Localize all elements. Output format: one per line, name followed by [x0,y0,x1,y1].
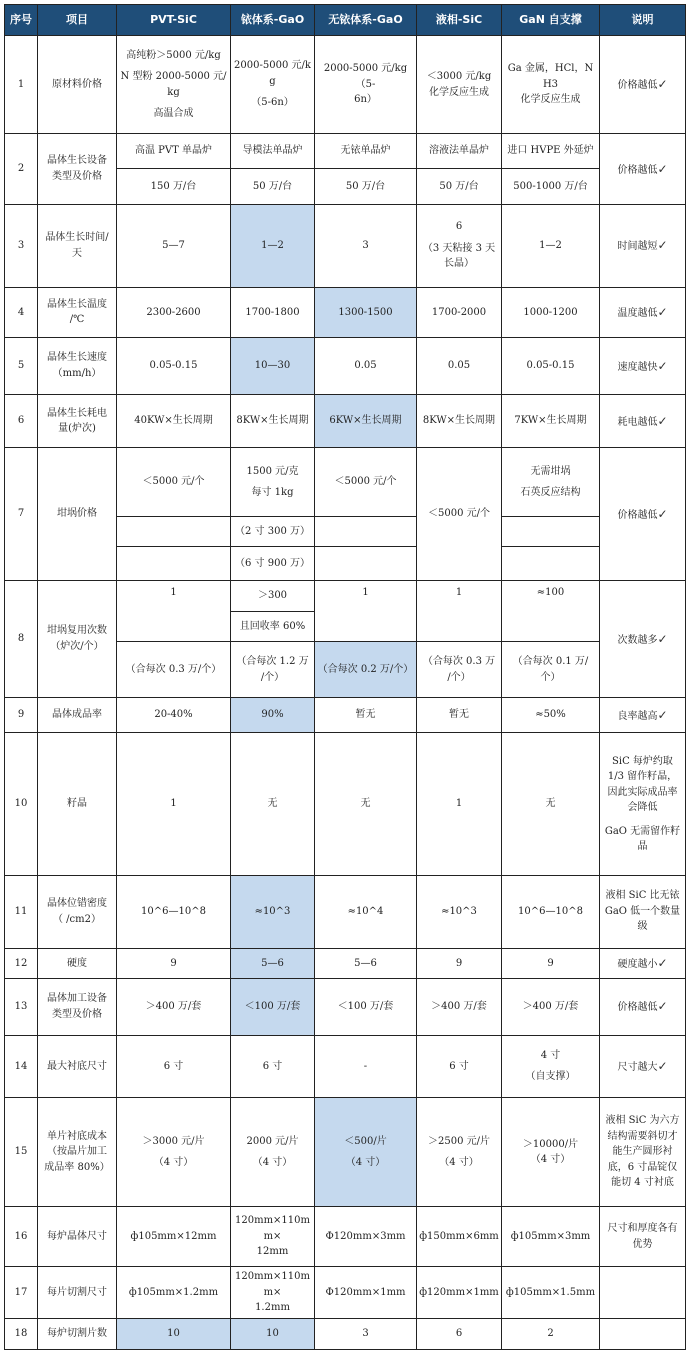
cell-line: （3 天粘接 3 天 [422,242,496,254]
cell-line: 单片衬底成本 [47,1130,107,1142]
cell-line: （mm/h） [52,367,102,379]
cell-ir [231,36,315,134]
cell-pvt: 10^6—10^8 [117,875,231,948]
cell-line: ＞10000/片 [522,1138,579,1150]
cell-liq: 9 [417,948,502,978]
cell-gan [502,448,600,517]
cell-line: （4 寸） [345,1157,386,1169]
cell-noir: 6KW×生长周期 [315,394,417,448]
cell-liq [417,36,502,134]
cell-ir: 且回收率 60% [231,612,315,642]
cell-liq: ф120mm×1mm [417,1266,502,1319]
row-item [38,134,117,205]
cell-note [600,1266,686,1319]
note-text: 价格越低 [617,80,658,92]
cell-pvt: 150 万/台 [117,169,231,204]
cell-line: 1.2mm [255,1302,290,1314]
note-text: 耗电越低 [617,416,658,428]
cell-line: （自支撑） [525,1071,576,1083]
note-line: 因此实际成品率 [607,786,678,798]
cell-liq: 溶液法单晶炉 [417,134,502,169]
cell-line: 12mm [256,1246,289,1258]
cell-ir: ＞300 [231,580,315,611]
cell-gan [502,1035,600,1098]
table-row [5,287,686,338]
cell-line: 120mm×110mm× [235,1215,310,1242]
cell-line: （4 寸） [439,1157,479,1169]
cell-line: /个） [447,671,471,683]
cell-ir: 50 万/台 [231,169,315,204]
row-item [38,338,117,395]
cell-line: 量(炉次) [58,423,96,435]
note-text: 温度越低 [617,308,658,320]
header-gan: GaN 自支撑 [502,5,600,36]
note-line: 液相 SiC 为六方 [605,1115,680,1127]
cell-gan: 500-1000 万/台 [502,169,600,204]
cell-line: 每寸 1kg [251,487,294,499]
row-index: 10 [5,733,38,876]
row-index: 17 [5,1266,38,1319]
cell-line: （按晶片加工 [47,1146,107,1158]
cell-gan: 7KW×生长周期 [502,394,600,448]
row-item: 每炉切割片数 [38,1319,117,1350]
cell-line: 高温合成 [153,108,194,120]
cell-line: 晶体生长设备 [47,155,107,167]
cell-line: 类型及价格 [52,1008,102,1020]
cell-note [600,287,686,338]
cell-gan [502,517,600,547]
row-index: 8 [5,580,38,697]
table-row [5,733,686,876]
cell-pvt [117,36,231,134]
cell-noir: ≈10^4 [315,875,417,948]
cell-note [600,580,686,697]
cell-noir: 暂无 [315,697,417,732]
cell-noir [315,36,417,134]
cell-pvt: 5—7 [117,204,231,287]
cell-line: 2000 元/片 [246,1135,299,1147]
table-row [5,978,686,1035]
cell-line: 晶体位错密度 [47,898,107,910]
cell-line: （合每次 1.2 万 [236,656,309,668]
cell-line: 化学反应生成 [429,86,489,98]
cell-line: （5-6n） [251,97,294,109]
row-index: 5 [5,338,38,395]
cell-noir: 50 万/台 [315,169,417,204]
row-index: 2 [5,134,38,205]
cell-liq: ＞400 万/套 [417,978,502,1035]
header-note: 说明 [600,5,686,36]
cell-note [600,978,686,1035]
cell-ir: 10—30 [231,338,315,395]
cell-note [600,36,686,134]
cell-ir: 无 [231,733,315,876]
cell-line: /个） [260,671,285,683]
note-text: 价格越低 [617,1002,658,1014]
cell-line: （4 寸） [153,1157,194,1169]
row-item: 坩埚价格 [38,448,117,580]
row-index: 1 [5,36,38,134]
cell-gan: ф105mm×1.5mm [502,1266,600,1319]
cell-gan: ф105mm×3mm [502,1207,600,1267]
check-icon: ✓ [657,161,668,176]
cell-line: （4 寸） [530,1154,571,1166]
cell-note [600,1207,686,1267]
cell-liq: 暂无 [417,697,502,732]
cell-noir: （合每次 0.2 万/个） [315,642,417,698]
table-row [5,875,686,948]
cell-note [600,448,686,580]
note-line: GaO 低一个数量 [604,905,681,917]
cell-pvt: 高温 PVT 单晶炉 [117,134,231,169]
cell-pvt: ф105mm×12mm [117,1207,231,1267]
cell-liq: 6 [417,1319,502,1350]
cell-line: 类型及价格 [52,170,102,182]
note-text: 价格越低 [617,164,658,176]
row-item [38,204,117,287]
table-row [5,697,686,732]
cell-ir: 90% [231,697,315,732]
note-line: 液相 SiC 比无铱 [605,890,680,902]
cell-gan: 无 [502,733,600,876]
row-index: 15 [5,1098,38,1207]
check-icon: ✓ [657,631,668,646]
table-row [5,134,686,169]
cell-ir: 导模法单晶炉 [231,134,315,169]
row-item: 籽晶 [38,733,117,876]
row-item: 晶体成品率 [38,697,117,732]
table-row [5,1266,686,1319]
note-line: 能生产圆形衬 [612,1146,673,1158]
header-index: 序号 [5,5,38,36]
cell-line: 高纯粉＞5000 元/kg [126,49,221,61]
row-index: 12 [5,948,38,978]
cell-note [600,1035,686,1098]
cell-pvt: 40KW×生长周期 [117,394,231,448]
header-no-ir-gao: 无铱体系-GaO [315,5,417,36]
cell-note [600,134,686,205]
cell-noir: - [315,1035,417,1098]
cell-line: ＜3000 元/kg [426,71,492,83]
cell-gan [502,547,600,580]
cell-pvt: 2300-2600 [117,287,231,338]
row-item [38,875,117,948]
cell-liq: ф150mm×6mm [417,1207,502,1267]
cell-gan: ≈50% [502,697,600,732]
cell-pvt: 10 [117,1319,231,1350]
cell-pvt [117,547,231,580]
cell-note [600,733,686,876]
row-index: 16 [5,1207,38,1267]
cell-note [600,1319,686,1350]
cell-liq: 50 万/台 [417,169,502,204]
header-liquid-sic: 液相-SiC [417,5,502,36]
table-row [5,948,686,978]
header-pvt-sic: PVT-SiC [117,5,231,36]
note-line: 底，6 寸晶锭仅 [607,1161,678,1173]
check-icon: ✓ [657,506,668,521]
cell-gan: 0.05-0.15 [502,338,600,395]
cell-line: 120mm×110mm× [235,1271,310,1298]
cell-line: 天 [72,247,82,259]
cell-noir: ＜5000 元/个 [315,448,417,517]
note-line: 尺寸和厚度各有 [607,1223,678,1235]
row-item: 每片切割尺寸 [38,1266,117,1319]
note-text: 硬度越小 [617,958,658,970]
cell-noir: 5—6 [315,948,417,978]
table-row [5,204,686,287]
cell-pvt: 1 [117,733,231,876]
cell-ir: 5—6 [231,948,315,978]
note-text: 价格越低 [617,509,658,521]
table-row [5,1098,686,1207]
row-index: 9 [5,697,38,732]
cell-noir [315,547,417,580]
cell-noir: 无铱单晶炉 [315,134,417,169]
cell-ir [231,448,315,517]
cell-ir: 6 寸 [231,1035,315,1098]
row-item: 原材料价格 [38,36,117,134]
comparison-table [4,4,686,1350]
cell-line: 坩埚复用次数 [47,625,107,637]
cell-pvt: 6 寸 [117,1035,231,1098]
cell-note [600,948,686,978]
cell-noir [315,517,417,547]
cell-liq: 1700-2000 [417,287,502,338]
cell-note [600,338,686,395]
cell-line: （ /cm2） [53,913,101,925]
row-item [38,580,117,697]
cell-liq: 0.05 [417,338,502,395]
row-item [38,394,117,448]
table-row [5,1319,686,1350]
check-icon: ✓ [657,77,668,92]
cell-noir: 无 [315,733,417,876]
cell-line: ＞3000 元/片 [142,1135,205,1147]
cell-line: Ga 金属，HCl，NH3 [507,63,594,90]
cell-liq: 1 [417,733,502,876]
cell-line: 2000-5000 元/kg [234,60,311,87]
cell-noir: ＜100 万/套 [315,978,417,1035]
cell-line: 无需坩埚 [530,465,571,477]
cell-line: 4 寸 [540,1049,561,1061]
cell-line: 6n） [354,94,377,106]
cell-noir [315,1098,417,1207]
cell-noir: 0.05 [315,338,417,395]
check-icon: ✓ [657,238,668,253]
cell-pvt: ф105mm×1.2mm [117,1266,231,1319]
cell-line: /℃ [69,314,85,326]
cell-line: 长晶） [444,258,474,270]
cell-ir: 1700-1800 [231,287,315,338]
row-item: 硬度 [38,948,117,978]
note-line: 能切 4 寸衬底 [611,1177,674,1189]
note-line: 优势 [632,1238,653,1250]
cell-noir: 3 [315,204,417,287]
row-index: 13 [5,978,38,1035]
row-index: 11 [5,875,38,948]
cell-gan [502,642,600,698]
row-item: 最大衬底尺寸 [38,1035,117,1098]
cell-gan: 10^6—10^8 [502,875,600,948]
cell-line: 6 [455,221,463,233]
table-row [5,1207,686,1267]
note-line: 结构需要斜切才 [607,1130,678,1142]
cell-gan [502,1098,600,1207]
cell-pvt: ＜5000 元/个 [117,448,231,517]
cell-note [600,204,686,287]
cell-gan [502,36,600,134]
cell-line: （合每次 0.1 万/ [512,656,589,668]
cell-note [600,875,686,948]
table-row [5,448,686,517]
cell-liq [417,642,502,698]
row-item: 每炉晶体尺寸 [38,1207,117,1267]
cell-liq [417,1098,502,1207]
cell-line: （4 寸） [252,1157,293,1169]
cell-line: 晶体生长速度 [47,352,107,364]
cell-liq: 8KW×生长周期 [417,394,502,448]
cell-line: ＜500/片 [344,1135,387,1147]
cell-ir: 1—2 [231,204,315,287]
check-icon: ✓ [657,1059,668,1074]
cell-ir: ＜100 万/套 [231,978,315,1035]
cell-ir: （2 寸 300 万） [231,517,315,547]
cell-pvt: 20-40% [117,697,231,732]
cell-note [600,697,686,732]
cell-line: 晶体加工设备 [47,993,107,1005]
note-line: 晶 [637,841,648,853]
row-index: 14 [5,1035,38,1098]
table-row [5,338,686,395]
note-text: 速度越快 [617,361,658,373]
cell-line: 晶体生长时间/ [45,232,109,244]
check-icon: ✓ [657,413,668,428]
cell-pvt: ＞400 万/套 [117,978,231,1035]
cell-pvt: （合每次 0.3 万/个） [117,642,231,698]
cell-line: 石英反应结构 [520,487,581,499]
cell-line: ＞2500 元/片 [428,1135,490,1147]
row-item [38,978,117,1035]
check-icon: ✓ [657,305,668,320]
cell-gan: ≈100 [502,580,600,642]
note-line: 1/3 留作籽晶， [607,771,678,783]
table-row [5,394,686,448]
cell-line: N 型粉 2000-5000 元/kg [120,71,227,98]
cell-line: （合每次 0.3 万 [422,656,496,668]
cell-line: （炉次/个） [50,640,104,652]
row-index: 4 [5,287,38,338]
cell-liq: ＜5000 元/个 [417,448,502,580]
cell-pvt: 0.05-0.15 [117,338,231,395]
cell-ir: 10 [231,1319,315,1350]
note-line: 级 [637,921,648,933]
header-row [5,5,686,36]
note-text: 良率越高 [617,710,658,722]
note-line: SiC 每炉约取 [612,755,673,767]
table-row [5,1035,686,1098]
header-item: 项目 [38,5,117,36]
cell-ir [231,1207,315,1267]
cell-line: 个） [540,671,561,683]
cell-liq: ≈10^3 [417,875,502,948]
cell-gan: 进口 HVPE 外延炉 [502,134,600,169]
cell-note [600,394,686,448]
cell-noir: 1 [315,580,417,642]
cell-ir: 8KW×生长周期 [231,394,315,448]
cell-gan: 2 [502,1319,600,1350]
cell-gan: 9 [502,948,600,978]
check-icon: ✓ [657,955,668,970]
cell-gan: 1—2 [502,204,600,287]
row-index: 18 [5,1319,38,1350]
check-icon: ✓ [657,358,668,373]
cell-line: 1500 元/克 [246,465,299,477]
cell-line: 化学反应生成 [520,94,581,106]
row-index: 7 [5,448,38,580]
cell-noir: Ф120mm×3mm [315,1207,417,1267]
cell-ir [231,642,315,698]
note-line: GaO 无需留作籽 [604,825,681,837]
check-icon: ✓ [657,999,668,1014]
cell-liq: 1 [417,580,502,642]
cell-noir: 3 [315,1319,417,1350]
cell-line: 2000-5000 元/kg（5- [323,63,408,90]
cell-ir: （6 寸 900 万） [231,547,315,580]
table-row [5,580,686,611]
note-text: 尺寸越大 [617,1062,658,1074]
note-text: 次数越多 [617,634,658,646]
cell-noir: Ф120mm×1mm [315,1266,417,1319]
cell-gan: ＞400 万/套 [502,978,600,1035]
cell-pvt [117,517,231,547]
cell-gan: 1000-1200 [502,287,600,338]
check-icon: ✓ [657,707,668,722]
table-row [5,36,686,134]
cell-ir [231,1098,315,1207]
cell-pvt [117,1098,231,1207]
row-item [38,1098,117,1207]
row-item [38,287,117,338]
cell-line: 晶体生长温度 [47,298,107,310]
note-text: 时间越短 [617,241,658,253]
cell-note [600,1098,686,1207]
note-line: 会降低 [627,802,658,814]
cell-line: 成品率 80%） [44,1161,110,1173]
cell-ir: ≈10^3 [231,875,315,948]
cell-noir: 1300-1500 [315,287,417,338]
header-ir-gao: 铱体系-GaO [231,5,315,36]
cell-line: 晶体生长耗电 [47,407,107,419]
cell-liq [417,204,502,287]
cell-pvt: 9 [117,948,231,978]
cell-liq: 6 寸 [417,1035,502,1098]
cell-ir [231,1266,315,1319]
row-index: 6 [5,394,38,448]
row-index: 3 [5,204,38,287]
cell-pvt: 1 [117,580,231,642]
